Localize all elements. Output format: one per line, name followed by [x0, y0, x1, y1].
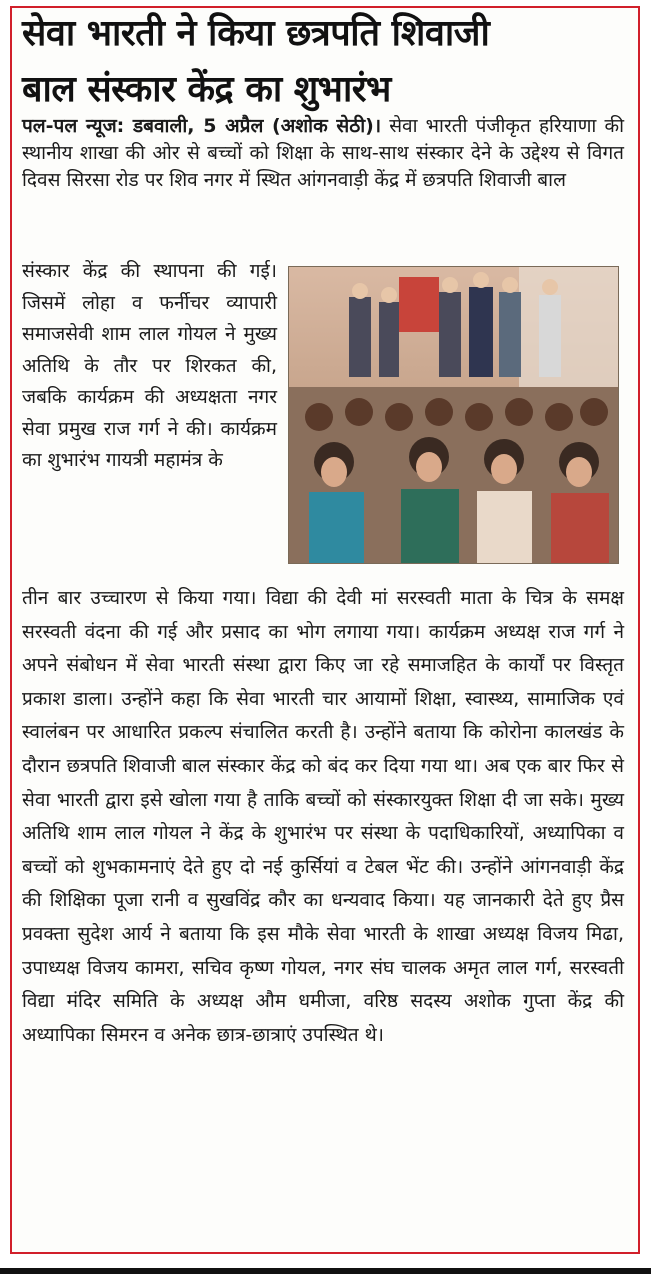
body-paragraph [22, 582, 624, 1052]
headline-line-2: बाल संस्कार केंद्र का शुभारंभ [22, 69, 391, 110]
tail-text: तीन बार उच्चारण से किया गया। विद्या की देवी मां सरस्वती माता के चित्र के समक्ष सरस्वती वंदना की गई और प्रसाद का भोग लगाया गया। कार्यक्रम अध्यक्ष राज गर्ग ने अपने संबोधन में सेवा भारती संस्था द्वारा किए जा रहे समाजहित के कार्यों पर विस्तृत प्रकाश डाला। उन्होंने कहा कि सेवा भारती चार आयामों शिक्षा, स्वास्थ्य, सामाजिक एवं स्वालंबन पर आधारित प्रकल्प संचालित करती है। उन्होंने बताया कि कोरोना कालखंड के दौरान छत्रपति शिवाजी बाल संस्कार केंद्र को बंद कर दिया गया था। अब एक बार फिर से सेवा भारती द्वारा इसे खोला गया है ताकि बच्चों को संस्कारयुक्त शिक्षा दी जा सके। मुख्य अतिथि शाम लाल गोयल ने केंद्र के शुभारंभ पर संस्था के पदाधिकारियों, अध्यापिका व बच्चों को शुभकामनाएं देते हुए दो नई कुर्सियां व टेबल भेंट की। उन्होंने आंगनवाड़ी केंद्र की शिक्षिका पूजा रानी व सुखविंद्र कौर का धन्यवाद किया। यह जानकारी देते हुए प्रैस प्रवक्ता सुदेश आर्य ने बताया कि इस मौके सेवा भारती के शाखा अध्यक्ष विजय मिढा, उपाध्यक्ष विजय कामरा, सचिव कृष्ण गोयल, नगर संघ चालक अमृत लाल गर्ग, सरस्वती विद्या मंदिर समिति के अध्यक्ष औम धमीजा, वरिष्ठ सदस्य अशोक गुप्ता केंद्र की अध्यापिका सिमरन व अनेक छात्र-छात्राएं उपस्थित थे। [22, 587, 624, 1046]
lead-text: सेवा भारती पंजीकृत हरियाणा की स्थानीय शाखा की ओर से बच्चों को शिक्षा के साथ-साथ संस्कार देने के उद्देश्य से विगत दिवस सिरसा रोड पर शिव नगर में स्थित आंगनवाड़ी केंद्र में छत्रपति शिवाजी बाल [22, 115, 624, 191]
footer-rule [0, 1268, 651, 1274]
dateline: पल-पल न्यूज: डबवाली, 5 अप्रैल (अशोक सेठी)। [22, 115, 382, 137]
event-photo [288, 266, 619, 564]
headline-line-1: सेवा भारती ने किया छत्रपति शिवाजी [22, 13, 490, 54]
headline [22, 6, 622, 118]
event-photo-illustration [289, 267, 619, 564]
side-text: संस्कार केंद्र की स्थापना की गई। जिसमें लोहा व फर्नीचर व्यापारी समाजसेवी शाम लाल गोयल ने मुख्य अतिथि के तौर पर शिरकत की, जबकि कार्यक्रम की अध्यक्षता नगर सेवा प्रमुख राज गर्ग ने की। कार्यक्रम का शुभारंभ गायत्री महामंत्र के [22, 260, 277, 471]
side-column-text [22, 256, 277, 477]
lead-paragraph [22, 113, 624, 194]
